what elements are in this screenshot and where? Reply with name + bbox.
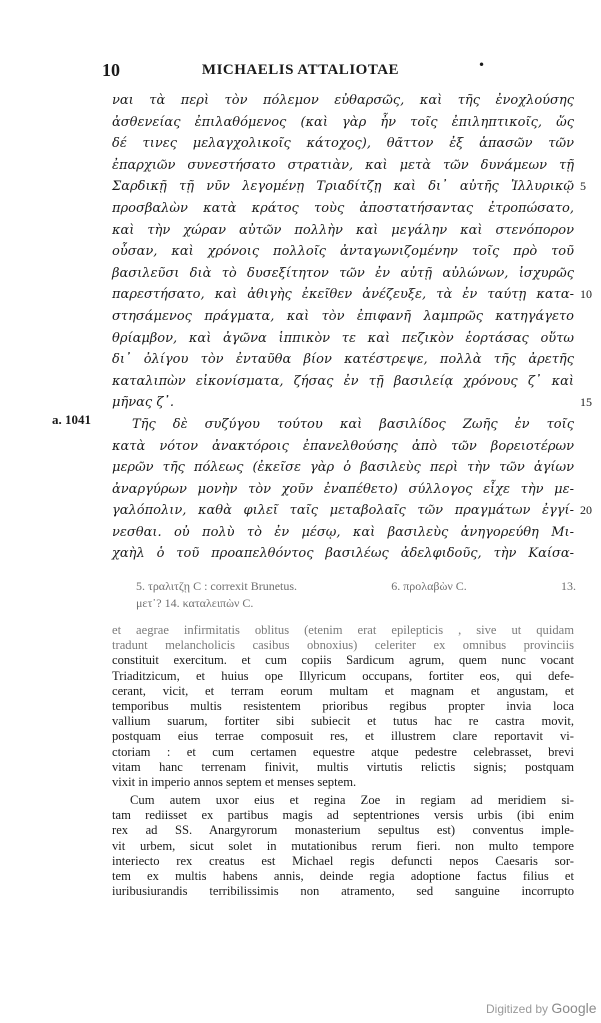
digitized-watermark	[486, 1000, 597, 1016]
greek-line: γαλόπολιν, καθὰ φιλεῖ ταῖς μεταβολαῖς τῶν πραγμάτων ἐγγί- 20	[112, 500, 574, 522]
latin-line: et aegrae infirmitatis oblitus (etenim erat epilepticis , sive ut quidam	[112, 623, 574, 637]
greek-line: δι᾽ ὀλίγου τὸν ἐνταῦθα βίον κατέστρεψε, πολλὰ τῆς ἀρετῆς	[112, 352, 574, 368]
greek-line: ἀναργύρων μονὴν τὸν χοῦν ἐναπέθετο) σύλλογος εἶχε τὴν με-	[112, 481, 574, 497]
greek-line: μερῶν τῆς πόλεως (ἐκεῖσε γὰρ ὁ βασιλεὺς περὶ τὴν τῶν ἁγίων	[112, 460, 574, 476]
greek-line: βασιλεῦσι διὰ τὸ δυσεξίτητον τῶν ἐν αὐτῇ αὐλώνων, ἰσχυρῶς	[112, 265, 574, 281]
google-logo: Google	[551, 1000, 597, 1016]
line-number: 10	[580, 287, 592, 302]
greek-line: παρεστήσατο, καὶ ἀθιγὴς ἐκεῖθεν ἀνέζευξε, τὰ ἐν ταύτῃ κατα- 10	[112, 284, 574, 306]
line-number: 15	[580, 395, 592, 410]
latin-line: rex ad SS. Anargyrorum monasterium sepultus est) conventus imple-	[112, 823, 574, 838]
latin-line: temporibus multis resistentem prioribus regibus propter invia loca	[112, 698, 574, 713]
greek-line: ἀσθενείας ἐπιλαθόμενος (καὶ γὰρ ἦν τοῖς ἐπιληπτικοῖς, ὥς	[112, 114, 574, 130]
greek-line: ναι τὰ περὶ τὸν πόλεμον εὐθαρσῶς, καὶ τῆς ἐνοχλούσης	[112, 93, 574, 108]
greek-line: καὶ τὴν χώραν αὐτῶν πολλὴν καὶ μεγάλην καὶ στενόπορον	[112, 222, 574, 238]
latin-line: tradunt melancholicis casibus obnoxius) celeriter ex omnibus provinciis	[112, 638, 574, 653]
apparatus-note: 5. τραλιτζῃ C : correxit Brunetus.	[136, 579, 298, 593]
latin-line: Triaditzicum, et huius ope Illyricum occupans, fortiter eos, qui defe-	[112, 668, 574, 683]
latin-line: cerant, vicit, et terram eorum multam et magnam et angustam, et	[112, 683, 574, 698]
latin-line: Cum autem uxor eius et regina Zoe in regiam ad meridiem si-	[130, 793, 574, 808]
greek-line: οὖσαν, καὶ χρόνοις πολλοῖς ἀνταγωνιζομένην τοῖς πρὸ τοῦ	[112, 244, 574, 260]
apparatus-note: 6. προλαβὼν C.	[391, 579, 467, 593]
latin-line: ctoriam : et cum certamen equestre atque pedestre celebrasset, brevi	[112, 744, 574, 759]
critical-apparatus	[136, 578, 576, 612]
latin-line: constituit exercitum. et cum copiis Sardicum agrum, quem nunc vocant	[112, 653, 574, 668]
greek-line: νεσθαι. οὐ πολὺ τὸ ἐν μέσῳ, καὶ βασιλεὺς ἀνηγορεύθη Μι-	[112, 524, 574, 540]
apparatus-note: 13.	[560, 579, 576, 593]
greek-line: Σαρδικῇ τῇ νῦν λεγομένῃ Τριαδίτζῃ καὶ δι᾽ αὐτῆς Ἰλλυρικῷ 5	[112, 176, 574, 198]
apparatus-note: μετ᾽? 14. καταλειπὼν C.	[136, 596, 254, 610]
greek-line: προσβαλὼν κατὰ κράτος τοὺς ἀποστατήσαντας ἐτροπώσατο,	[112, 200, 574, 216]
latin-line: tam rediisset ex partibus magis ad septentriones versis urbis (ibi enim	[112, 808, 574, 823]
line-number: 20	[580, 503, 592, 518]
line-number: 5	[580, 179, 586, 194]
head-mark: •	[478, 58, 486, 72]
latin-line: vallium suarum, fortiter sibi subiecit et tutus hac re castra movit,	[112, 714, 574, 729]
latin-line: iuribusiurandis terribilissimis non atramento, sed sanguine incorrupto	[112, 884, 574, 899]
margin-date: a. 1041	[52, 412, 91, 427]
greek-line: Τῆς δὲ συζύγου τούτου καὶ βασιλίδος Ζωῆς ἐν τοῖς	[132, 416, 574, 432]
watermark-prefix: Digitized by	[486, 1002, 549, 1016]
page-number: 10	[102, 60, 120, 80]
greek-line: μῆνας ζ᾽. 15	[112, 392, 574, 414]
latin-translation	[112, 623, 574, 899]
latin-line: vixit in imperio annos septem et menses septem.	[112, 774, 357, 789]
greek-line: δέ τινες μελαγχολικοῖς κάτοχος), θᾶττον ἐξ ἁπασῶν τῶν	[112, 136, 574, 152]
greek-line: στησάμενος πράγματα, καὶ τὸν ἐπιφανῆ λαμπρῶς κατηγάγετο	[112, 308, 574, 324]
greek-line: χαὴλ ὁ τοῦ προαπελθόντος βασιλέως ἀδελφιδοῦς, τὴν Καίσα-	[112, 546, 574, 562]
latin-line: vit urbem, sicut solet in mutationibus rerum fieri. non multo tempore	[112, 838, 574, 853]
greek-line: θρίαμβον, καὶ ἀγῶνα ἱππικὸν τε καὶ πεζικὸν ἑορτάσας οὕτω	[112, 330, 574, 346]
latin-line: vitam hanc terrenam finivit, multis virtutis relictis signis; postquam	[112, 759, 574, 774]
latin-line: postquam eius terrae composuit res, et illustrem clare reportavit vi-	[112, 729, 574, 744]
greek-line: ἐπαρχιῶν συνεστήσατο στρατιὰν, καὶ μετὰ τῶν δυνάμεων τῇ	[112, 157, 574, 173]
greek-line: καταλιπὼν εἰκονίσματα, ζήσας ἐν τῇ βασιλείᾳ χρόνους ζ᾽ καὶ	[112, 373, 574, 389]
greek-line: κατὰ νότον ἀνακτόροις ἐπανελθούσης ἀπὸ τῶν βορειοτέρων	[112, 438, 574, 454]
greek-text	[112, 90, 592, 565]
running-head: MICHAELIS ATTALIOTAE	[201, 62, 400, 78]
latin-line: interiecto rex creatus est Michael regis defuncti nepos Caesaris sor-	[112, 853, 574, 868]
latin-line: tem ex multis habens annis, deinde regia adoptione factus filius et	[112, 869, 574, 883]
